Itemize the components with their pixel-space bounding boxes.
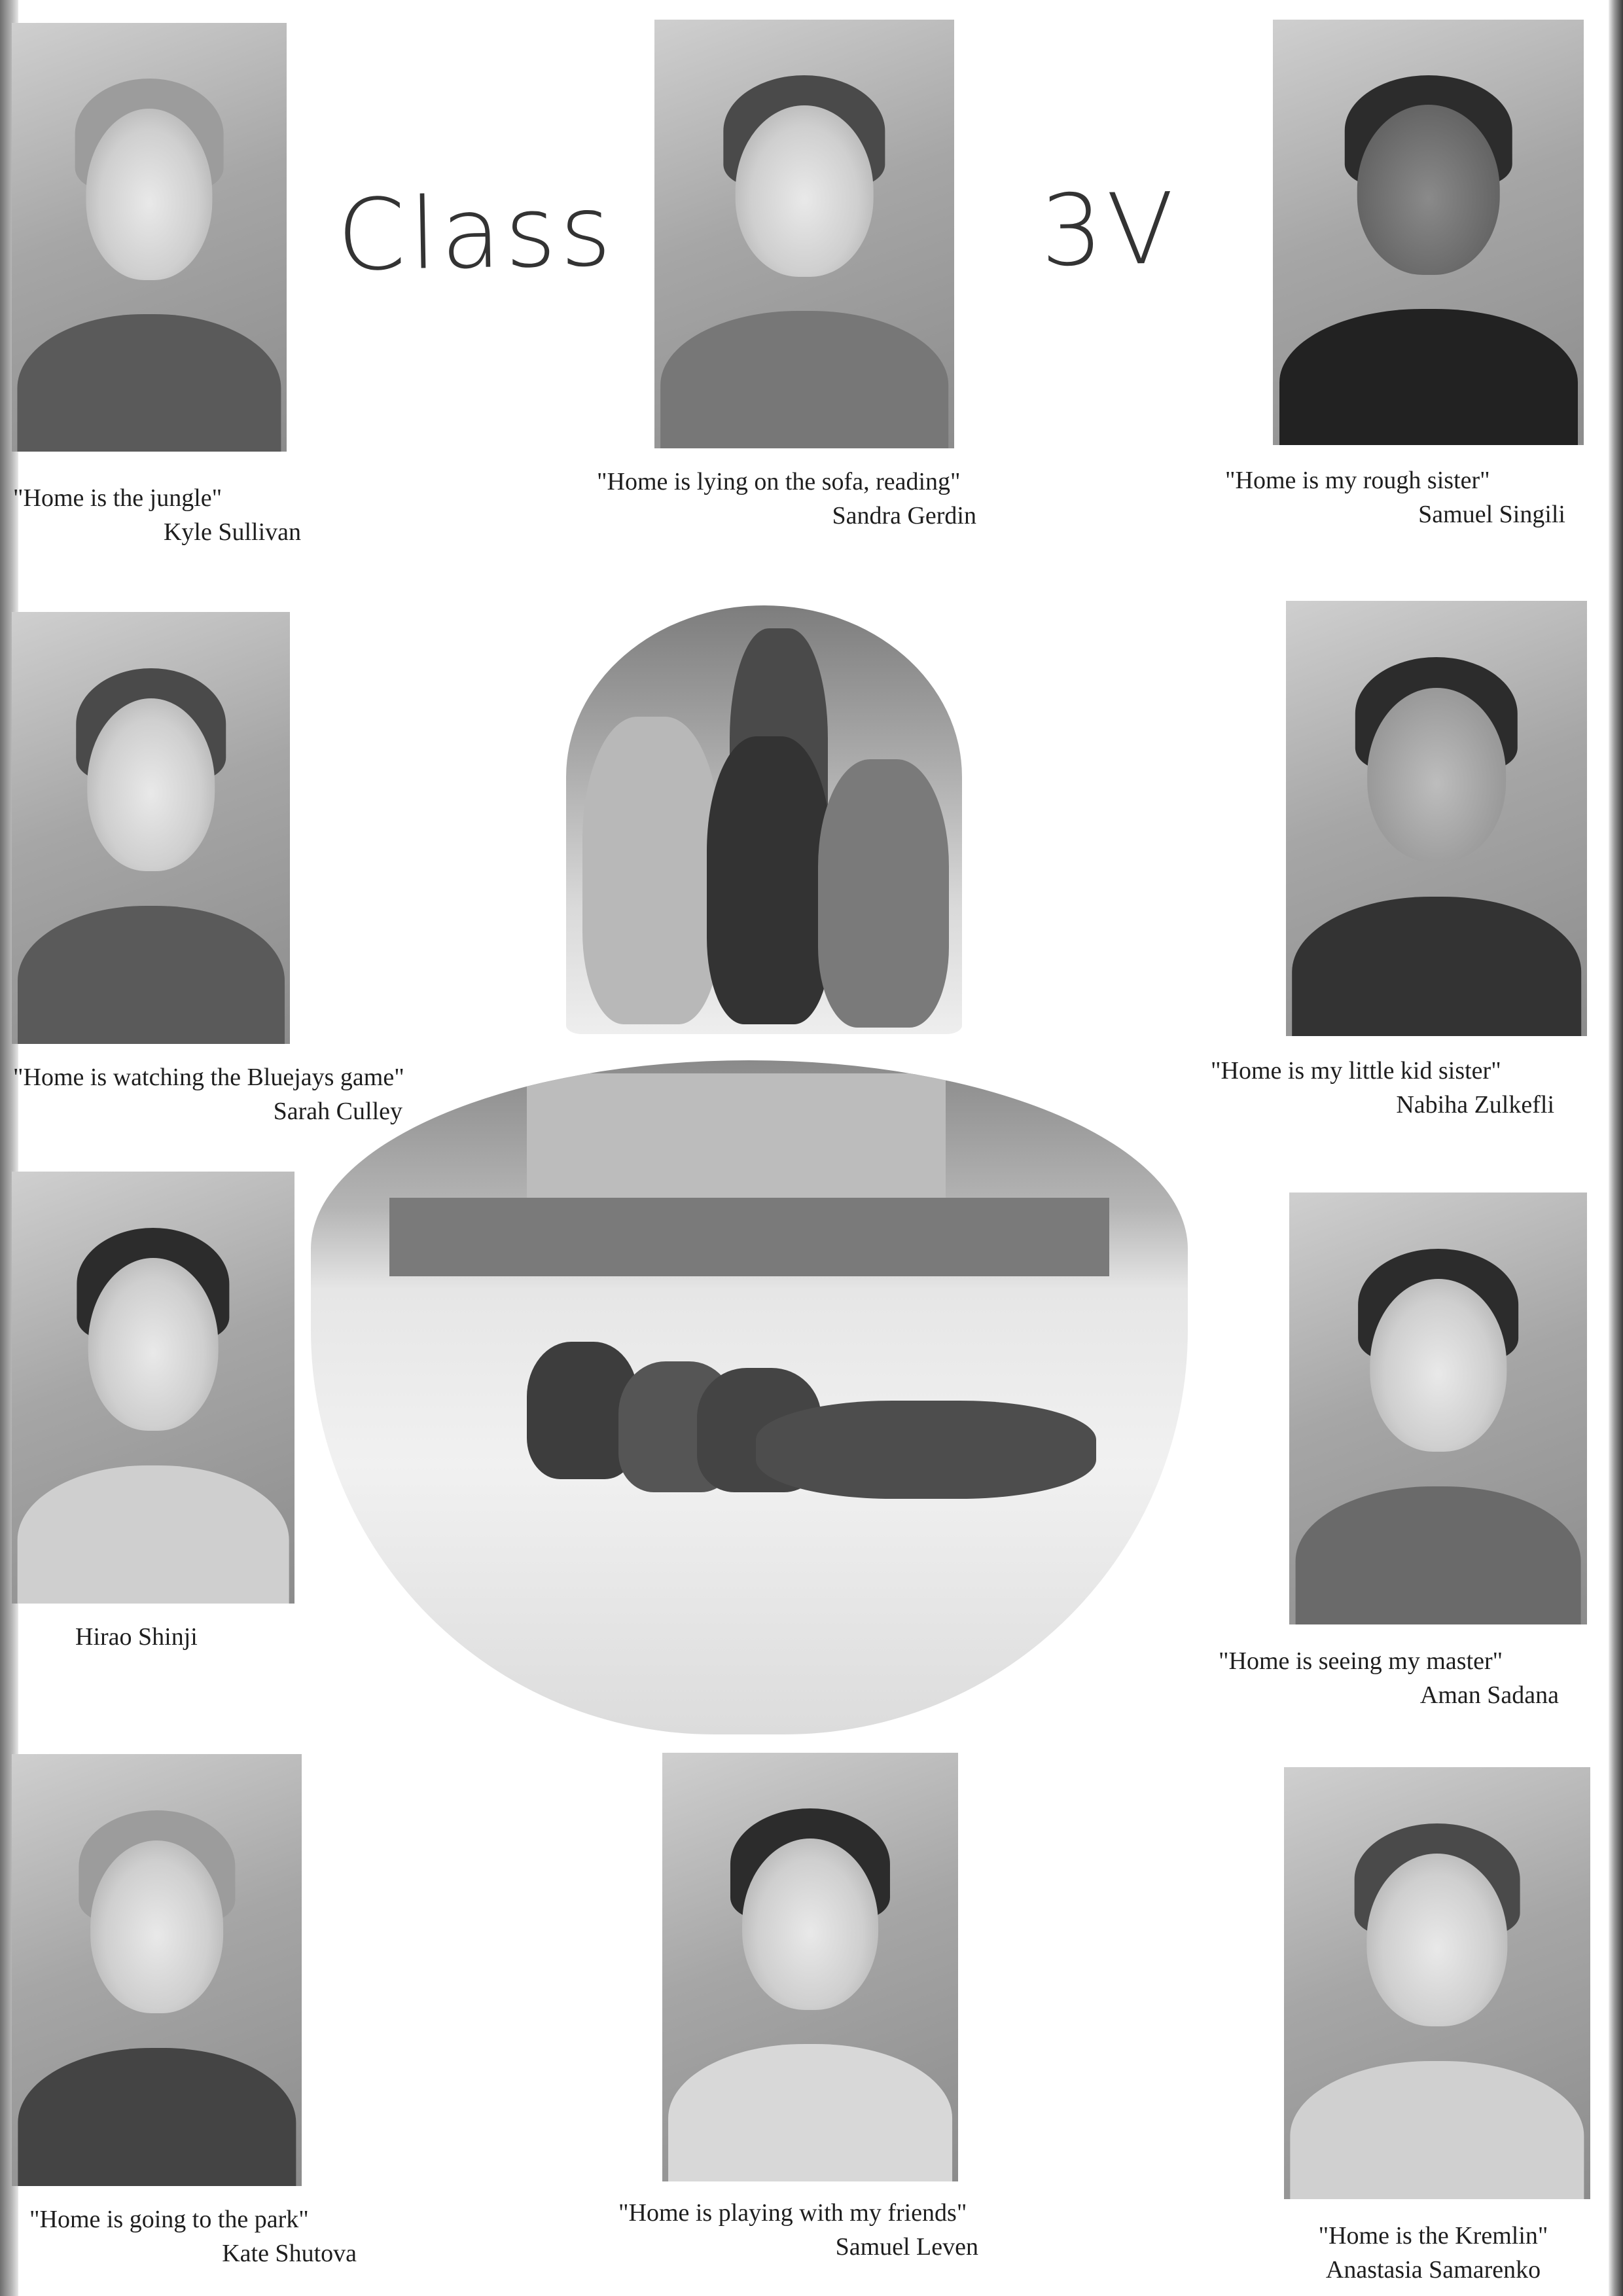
student-name: Nabiha Zulkefli: [1396, 1091, 1554, 1119]
portrait-kate-shutova: [12, 1754, 302, 2186]
student-name: Hirao Shinji: [75, 1623, 198, 1651]
group-photo-teacher-with-students: [566, 605, 962, 1034]
student-name: Samuel Singili: [1418, 501, 1565, 528]
caption-sandra-gerdin: [597, 465, 990, 533]
student-quote: "Home is the Kremlin": [1318, 2222, 1548, 2250]
student-quote: "Home is the jungle": [13, 484, 223, 512]
group-photo-sledding-in-snow: [311, 1060, 1188, 1734]
portrait-nabiha-zulkefli: [1286, 601, 1587, 1036]
title-class-word: Class: [336, 174, 616, 293]
caption-aman-sadana: [1219, 1644, 1559, 1712]
student-quote: "Home is going to the park": [29, 2206, 309, 2233]
title-class-code: 3V: [1039, 172, 1179, 289]
student-name: Kate Shutova: [222, 2240, 357, 2267]
student-name: Sarah Culley: [273, 1098, 402, 1125]
student-quote: "Home is watching the Bluejays game": [13, 1064, 404, 1091]
student-name: Aman Sadana: [1419, 1681, 1559, 1709]
caption-sarah-culley: [13, 1060, 419, 1128]
caption-hirao-shinji: [75, 1620, 272, 1654]
page-binding-edge-right: [1609, 0, 1623, 2296]
student-name: Samuel Leven: [835, 2233, 978, 2261]
student-quote: "Home is lying on the sofa, reading": [597, 468, 961, 495]
caption-samuel-leven: [618, 2196, 998, 2264]
student-name: Sandra Gerdin: [832, 502, 976, 529]
student-quote: "Home is my rough sister": [1225, 467, 1490, 494]
portrait-anastasia-samarenko: [1284, 1767, 1590, 2199]
caption-nabiha-zulkefli: [1211, 1054, 1554, 1122]
portrait-samuel-singili: [1273, 20, 1584, 445]
portrait-aman-sadana: [1289, 1193, 1587, 1624]
portrait-samuel-leven: [662, 1753, 958, 2181]
student-name: Anastasia Samarenko: [1325, 2256, 1541, 2284]
student-quote: "Home is my little kid sister": [1211, 1057, 1501, 1085]
student-quote: "Home is playing with my friends": [618, 2199, 967, 2227]
portrait-sandra-gerdin: [654, 20, 954, 448]
student-name: Kyle Sullivan: [163, 518, 301, 546]
caption-anastasia-samarenko: [1293, 2219, 1574, 2287]
portrait-kyle-sullivan: [12, 23, 287, 452]
student-quote: "Home is seeing my master": [1219, 1647, 1503, 1675]
caption-samuel-singili: [1225, 463, 1565, 531]
caption-kate-shutova: [29, 2202, 357, 2270]
portrait-hirao-shinji: [12, 1172, 294, 1604]
caption-kyle-sullivan: [13, 481, 301, 549]
portrait-sarah-culley: [12, 612, 290, 1044]
